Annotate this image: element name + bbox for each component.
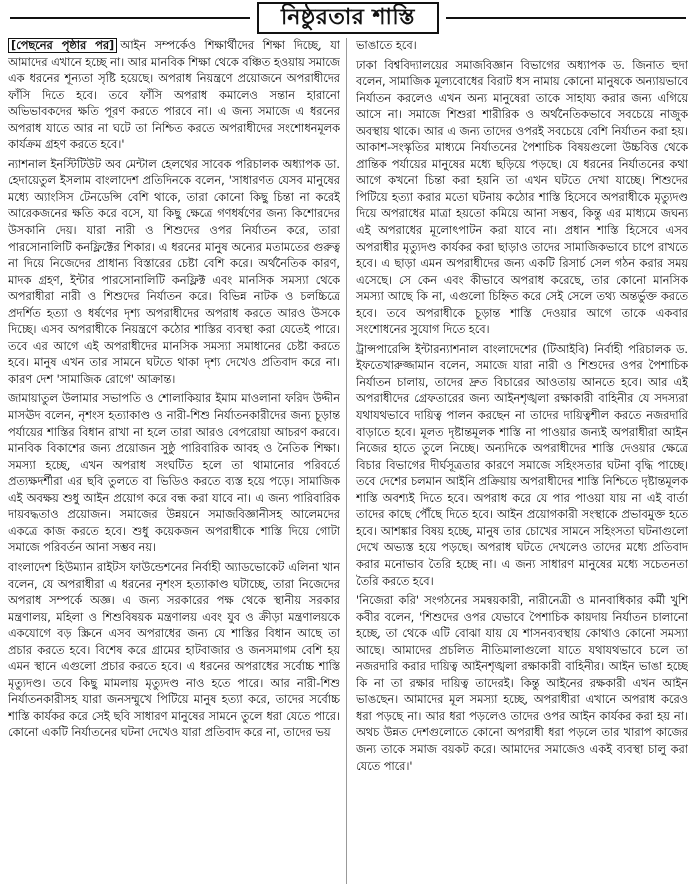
paragraph: ট্রান্সপারেন্সি ইন্টারন্যাশনাল বাংলাদেশের (টিআইবি) নির্বাহী পরিচালক ড. ইফতেখারুজ্জামান বলেন, সমাজে যারা নারী ও শিশুদের ওপর পৈশাচিক নির্যাতন চালায়, তাদের দ্রুত বিচারের আওতায় আনতে হবে। আর এই অপরাধীদের গ্রেফতারের জন্য আইনশৃঙ্খলা রক্ষাকারী বাহিনীর যে সদস্যরা যথাযথভাবে দায়িত্ব পালন করছেন না তাদের দায়িত্বশীল করতে নজরদারি বাড়াতে হবে। মূলত দৃষ্টান্তমূলক শাস্তি না পাওয়ার জন্যই অপরাধীরা আইন নিজের হাতে তুলে নিচ্ছে। অন্যদিকে অপরাধীদের শাস্তি দেওয়ার ক্ষেত্রে বিচার বিভাগের দীর্ঘসূত্রতার কারণে সমাজে সহিংসতার ঘটনা বৃদ্ধি পাচ্ছে। তবে দেশের চলমান আইনি প্রক্রিয়ায় অপরাধীদের শাস্তি নিশ্চিতে দৃষ্টান্তমূলক শাস্তি অবশ্যই দিতে হবে। অপরাধ করে যে পার পাওয়া যায় না এই বার্তা তাদের কাছে পৌঁছে দিতে হবে। আইন প্রয়োগকারী সংস্থাকে প্রভাবমুক্ত হতে হবে। আশঙ্কার বিষয় হচ্ছে, মানুষ তার চোখের সামনে সহিংসতা ঘটনাগুলো দেখে অভ্যস্ত হয়ে পড়ছে। অপরাধ ঘটতে দেখলেও তাদের মধ্যে প্রতিবাদ করার মনোভাব তৈরি হচ্ছে না। এ জন্য সাধারণ মানুষের মধ্যে সচেতনতা তৈরি করতে হবে। <box>356 342 688 588</box>
paragraph <box>8 38 340 154</box>
headline-rule-right <box>446 17 686 19</box>
paragraph: 'নিজেরা করি' সংগঠনের সমন্বয়কারী, নারীনেত্রী ও মানবাধিকার কর্মী খুশি কবীর বলেন, 'শিশুদের ওপর যেভাবে পৈশাচিক কায়দায় নির্যাতন চালানো হচ্ছে, তা থেকে এটি বোঝা যায় যে শাসনব্যবস্থায় কোথাও কোনো সমস্যা আছে। আমাদের প্রচলিত নীতিমালাগুলো যাতে যথাযথভাবে চলে তা নজরদারি করার দায়িত্ব আইনশৃঙ্খলা রক্ষাকারী বাহিনীর। আইন ভাঙা হচ্ছে কি না তা রক্ষার দায়িত্ব তাদেরই। কিন্তু আইনের রক্ষকারী এখন আইন ভাঙছেন। আমাদের মূল সমস্যা হচ্ছে, অপরাধীরা এখানে অপরাধ করেও ধরা পড়ছে না। আর ধরা পড়লেও তাদের ওপর আইন কার্যকর করা হয় না। অথচ উন্নত দেশগুলোতে কোনো অপরাধী ধরা পড়লে তার খারাপ কাজের জন্য তাকে সমাজ বয়কট করে। আমাদের সমাজেও একই ব্যবস্থা চালু করা যেতে পারে।' <box>356 594 688 773</box>
paragraph: জামায়াতুল উলামার সভাপতি ও শোলাকিয়ার ইমাম মাওলানা ফরিদ উদ্দীন মাসঊদ বলেন, নৃশংস হত্যাকাণ্ড ও নারী-শিশু নির্যাতনকারীদের জন্য চূড়ান্ত পর্যায়ের শাস্তির বিধান রাখা না হলে তারা আরও বেপরোয়া আচরণ করবে। মানবিক বিকাশের জন্য প্রয়োজন সুষ্ঠু পারিবারিক আবহ ও নৈতিক শিক্ষা। সমস্যা হচ্ছে, এখন অপরাধ সংঘটিত হলে তা থামানোর পরিবর্তে প্রত্যক্ষদর্শীরা এর ছবি তুলতে বা ভিডিও করতে ব্যস্ত হয়ে পড়ে। সামাজিক এই অবক্ষয় শুধু আইন প্রয়োগ করে বন্ধ করা যাবে না। এ জন্য পারিবারিক দায়বদ্ধতাও প্রয়োজন। সমাজের উন্নয়নে সমাজবিজ্ঞানীসহ আলেমদের একত্রে কাজ করতে হবে। শুধু কয়েকজন অপরাধীকে শাস্তি দিয়ে গোটা সমাজে পরিবর্তন আনা সম্ভব নয়। <box>8 392 340 555</box>
paragraph: ঢাকা বিশ্ববিদ্যালয়ের সমাজবিজ্ঞান বিভাগের অধ্যাপক ড. জিনাত হুদা বলেন, সামাজিক মূল্যবোধের বিরাট ধস নামায় কোনো মানুষকে অন্যায়ভাবে নির্যাতন করলেও এখন অন্য মানুষেরা তাকে সাহায্য করার জন্য এগিয়ে আসে না। সমাজে শিশুরা শারীরিক ও অর্থনৈতিকভাবে সবচেয়ে নাজুক অবস্থায় থাকে। আর এ জন্য তাদের ওপরই সবচেয়ে বেশি নির্যাতন করা হয়। আকাশ-সংস্কৃতির মাধ্যমে নির্যাতনের পৈশাচিক বিষয়গুলো উচ্চবিত্ত থেকে প্রান্তিক পর্যায়ের মানুষের মধ্যে ছড়িয়ে পড়ছে। যে ধরনের নির্যাতনের কথা আগে কখনো চিন্তা করা হয়নি তা এখন ঘটতে দেখা যাচ্ছে। শিশুদের পিটিয়ে হত্যা করার মতো ঘটনায় কঠোর শাস্তি হিসেবে অপরাধীকে মৃত্যুদণ্ড দিয়ে অপরাধের মাত্রা হয়তো কমিয়ে আনা সম্ভব, কিন্তু এর মাধ্যমে জঘন্য এই অপরাধের মূলোৎপাটন করা যাবে না। প্রধান শাস্তি হিসেবে এসব অপরাধীর মৃত্যুদণ্ড কার্যকর করা ছাড়াও তাদের সামাজিকভাবে চাপে রাখতে হবে। এ ছাড়া এমন অপরাধীদের জন্য একটি রিসার্চ সেল গঠন করার সময় এসেছে। সে কেন এবং কীভাবে অপরাধ করেছে, তার কোনো মানসিক সমস্যা আছে কি না, এগুলো চিহ্নিত করে সেই সেলে তথ্য অন্তর্ভুক্ত করতে হবে। তবে অপরাধীকে চূড়ান্ত শাস্তি দেওয়ার আগে তাকে একবার সংশোধনের সুযোগ দিতে হবে। <box>356 58 688 337</box>
paragraph: ন্যাশনাল ইনস্টিটিউট অব মেন্টাল হেলথের সাবেক পরিচালক অধ্যাপক ডা. হেদায়েতুল ইসলাম বাংলাদেশ প্রতিদিনকে বলেন, 'সাধারণত যেসব মানুষের মধ্যে অ্যাংসিস টেনডেন্সি বেশি থাকে, তারা কোনো কিছু চিন্তা না করেই আরেকজনের ক্ষতি করে বসে, যা কিছু ক্ষেত্রে গণধর্ষণের জন্য কিশোরদের উসকানি দেয়। যারা নারী ও শিশুদের ওপর নির্যাতন করে, তারা পারসোনালিটি কনফ্লিক্টের শিকার। এ ধরনের মানুষ অন্যের মতামতের গুরুত্ব না দিয়ে নিজেদের প্রাধান্য বিস্তারের চেষ্টা বেশি করে। অর্থনৈতিক কারণ, মাদক গ্রহণ, ইন্টার পারসোনালিটি কনফ্লিক্ট এবং মানসিক সমস্যা থেকে অপরাধীরা নারী ও শিশুদের নির্যাতন করে। বিভিন্ন নাটক ও চলচ্চিত্রে প্রদর্শিত হত্যা ও ধর্ষণের দৃশ্য অপরাধীদের অপরাধ করতে আরও উসকে দিচ্ছে। এসব অপরাধীকে নিয়ন্ত্রণে কঠোর শাস্তির ব্যবস্থা করা যেতেই পারে। তবে এর আগে এই অপরাধীদের মানসিক সমস্যা সমাধানের চেষ্টা করতে হবে। মানুষ এখন তার সামনে ঘটতে থাকা দৃশ্য দেখেও প্রতিবাদ করে না। কারণ দেশ 'সামাজিক রোগে' আক্রান্ত। <box>8 157 340 386</box>
continuation-tag: [পেছনের পৃষ্ঠার পর] <box>8 38 117 53</box>
headline-rule-left <box>10 17 250 19</box>
paragraph-text: আইন সম্পর্কেও শিক্ষার্থীদের শিক্ষা দিচ্ছে, যা আমাদের এখানে হচ্ছে না। আর মানবিক শিক্ষা থেকে বঞ্চিত হওয়ায় সমাজে এক ধরনের শূন্যতা সৃষ্টি হয়েছে। অপরাধ নিয়ন্ত্রণে প্রয়োজনে অপরাধীদের ফাঁসি দিতে হবে। তবে ফাঁসি অপরাধ কমালেও সন্তান হারানো অভিভাবকদের ক্ষতি পূরণ করতে পারবে না। এ জন্য সমাজে এ ধরনের অপরাধ যাতে আর না ঘটে তা নিশ্চিত করতে অপরাধীদের সংশোধনমূলক কার্যক্রম গ্রহণ করতে হবে।' <box>8 39 340 152</box>
column-divider <box>346 38 347 884</box>
paragraph: বাংলাদেশ হিউম্যান রাইটস ফাউন্ডেশনের নির্বাহী অ্যাডভোকেট এলিনা খান বলেন, যে অপরাধীরা এ ধরনের নৃশংস হত্যাকাণ্ড ঘটাচ্ছে, তারা নিজেদের অপরাধ সম্পর্কে অজ্ঞ। এ জন্য সরকারের পক্ষ থেকে স্থানীয় সরকার মন্ত্রণালয়, মহিলা ও শিশুবিষয়ক মন্ত্রণালয় এবং যুব ও ক্রীড়া মন্ত্রণালয়কে একযোগে বড় স্ক্রিনে এসব অপরাধের জন্য যে শাস্তির বিধান আছে তা প্রচার করতে হবে। বিশেষ করে গ্রামের হাটবাজার ও জনসমাগম বেশি হয় এমন স্থানে এগুলো প্রচার করতে হবে। এ ধরনের অপরাধের সর্বোচ্চ শাস্তি মৃত্যুদণ্ড। তবে কিছু মামলায় মৃত্যুদণ্ড নাও হতে পারে। আর নারী-শিশু নির্যাতনকারীসহ যারা জনসম্মুখে পিটিয়ে মানুষ হত্যা করে, তাদের সর্বোচ্চ শাস্তি কার্যকর করে সেই ছবি সাধারণ মানুষের সামনে তুলে ধরা যেতে পারে। কোনো একটি নির্যাতনের ঘটনা দেখেও যারা প্রতিবাদ করে না, তাদের ভয় <box>8 560 340 740</box>
headline: নিষ্ঠুরতার শাস্তি <box>257 2 439 34</box>
article-column-left <box>8 38 340 884</box>
headline-area <box>0 0 696 34</box>
paragraph: ভাঙাতে হবে। <box>356 39 417 52</box>
article-column-right <box>356 38 688 884</box>
